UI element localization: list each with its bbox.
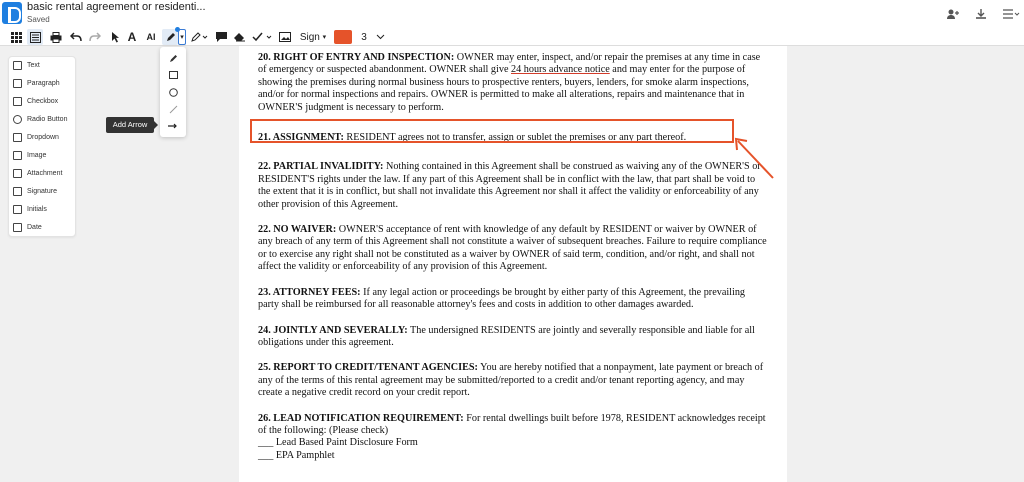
- select-cursor-icon[interactable]: [109, 29, 121, 45]
- dropdown-icon: [13, 133, 22, 142]
- checklist-item: ___ Lead Based Paint Disclosure Form: [258, 437, 418, 449]
- clause-heading: 23. ATTORNEY FEES:: [258, 286, 361, 298]
- field-date[interactable]: [13, 219, 75, 236]
- field-text[interactable]: [13, 57, 75, 74]
- field-radio-button[interactable]: [13, 111, 75, 128]
- initials-icon: [13, 205, 22, 214]
- field-initials[interactable]: [13, 201, 75, 218]
- save-status: Saved: [27, 15, 50, 24]
- field-label: Radio Button: [27, 116, 68, 123]
- form-view-icon[interactable]: [27, 29, 43, 45]
- app-logo[interactable]: [2, 2, 22, 24]
- clause-body: If any legal action or proceedings be brought by either party of this Agreement, the prevailing party shall be reimbursed for all reasonable attorney's fees and costs in addition to other damages awarded.: [258, 286, 746, 311]
- download-icon[interactable]: [974, 8, 988, 20]
- field-attachment[interactable]: [13, 165, 75, 182]
- sign-dropdown[interactable]: [296, 29, 330, 45]
- draw-tool-button[interactable]: [162, 29, 178, 45]
- comment-icon[interactable]: [214, 29, 228, 45]
- field-label: Date: [27, 224, 42, 231]
- clause-body: RESIDENT agrees not to transfer, assign or sublet the premises or any part thereof.: [343, 132, 687, 144]
- paragraph-icon: [13, 79, 22, 88]
- clause-body: and may enter for the purpose of showing the premises during normal business hours to prospective renters, buyers, lenders, for smoke alarm inspections, and/or for normal inspections and repairs. OWNER is permitted to make all alterations, repairs and maintenance that in OWNER'S judgment is necessary to perform.: [258, 64, 749, 113]
- arrow-annotation[interactable]: [733, 136, 777, 182]
- undo-icon[interactable]: [69, 29, 83, 45]
- grid-view-icon[interactable]: [9, 29, 23, 45]
- clause-23: [258, 287, 768, 312]
- rectangle-annotation[interactable]: [250, 119, 734, 143]
- stroke-width-value[interactable]: 3: [361, 31, 367, 43]
- arrow-icon[interactable]: [166, 119, 180, 133]
- clause-heading: 26. LEAD NOTIFICATION REQUIREMENT:: [258, 412, 464, 424]
- field-label: Signature: [27, 188, 57, 195]
- field-label: Paragraph: [27, 80, 60, 87]
- signature-icon: [13, 187, 22, 196]
- text-tool-icon[interactable]: A: [127, 30, 137, 44]
- chevron-down-icon: ▾: [322, 34, 327, 41]
- clause-22-partial-invalidity: [258, 161, 768, 211]
- document-page: [239, 46, 787, 482]
- clause-body: OWNER may enter, inspect, and/or repair the premises at any time in case of emergency or suspected abandonment. OWNER shall give: [258, 52, 761, 76]
- sign-label: Sign: [299, 31, 320, 43]
- underlined-annotation[interactable]: 24 hours advance notice: [511, 64, 610, 76]
- line-icon[interactable]: [166, 102, 180, 116]
- text-size-icon[interactable]: AI: [146, 32, 156, 42]
- clause-heading: 21. ASSIGNMENT:: [258, 132, 344, 144]
- field-checkbox[interactable]: [13, 93, 75, 110]
- clause-heading: 22. PARTIAL INVALIDITY:: [258, 161, 384, 173]
- rectangle-icon[interactable]: [166, 68, 180, 82]
- field-paragraph[interactable]: [13, 75, 75, 92]
- checkmark-tool-icon[interactable]: [252, 29, 274, 45]
- checklist-item: ___ EPA Pamphlet: [258, 449, 335, 461]
- field-image[interactable]: [13, 147, 75, 164]
- checkbox-icon: [13, 97, 22, 106]
- document-title[interactable]: basic rental agreement or residenti...: [27, 1, 206, 13]
- field-label: Text: [27, 62, 40, 69]
- radio-icon: [13, 115, 22, 124]
- print-icon[interactable]: [49, 29, 63, 45]
- field-label: Image: [27, 152, 47, 159]
- clause-body: You are hereby notified that a nonpayment, late payment or breach of any of the terms of this rental agreement may be submitted/reported to a credit and/or tenant reporting agency, and may create a negative credit record on your credit report.: [258, 362, 764, 399]
- clause-heading: 25. REPORT TO CREDIT/TENANT AGENCIES:: [258, 362, 478, 374]
- clause-body: The undersigned RESIDENTS are jointly and severally responsible and liable for all obligations under this agreement.: [258, 324, 755, 348]
- image-icon: [13, 151, 22, 160]
- highlighter-tool-icon[interactable]: [190, 29, 210, 45]
- circle-icon[interactable]: [166, 85, 180, 99]
- editor-toolbar: [0, 28, 1024, 46]
- clause-body: For rental dwellings built before 1978, RESIDENT acknowledges receipt of the following: (Please check): [258, 412, 766, 436]
- clause-heading: 22. NO WAIVER:: [258, 224, 337, 236]
- paperclip-icon: [13, 169, 22, 178]
- menu-icon[interactable]: [1002, 8, 1016, 20]
- add-arrow-tooltip: Add Arrow: [106, 117, 154, 133]
- stroke-width-chevron-icon[interactable]: [374, 29, 386, 45]
- clause-22-no-waiver: [258, 224, 768, 274]
- clause-26: [258, 413, 768, 438]
- field-label: Initials: [27, 206, 47, 213]
- text-field-icon: [13, 61, 22, 70]
- add-user-icon[interactable]: [946, 8, 960, 20]
- clause-24: [258, 325, 768, 350]
- draw-dropdown-caret[interactable]: ▾: [178, 29, 186, 45]
- draw-shape-menu: [160, 47, 186, 137]
- pen-icon[interactable]: [166, 51, 180, 65]
- clause-body: OWNER'S acceptance of rent with knowledge of any default by RESIDENT or waiver by OWNER of any breach of any term of this Agreement shall not constitute a waiver of subsequent breaches. Failure to require compliance or to exercise any right shall not be constituted as a waiver by OWNER of said term, condition, and/or right, and shall not affect the validity or enforceability of any provision of this Agreement.: [258, 224, 767, 273]
- field-label: Attachment: [27, 170, 63, 177]
- clause-body: Nothing contained in this Agreement shall be construed as waiving any of the OWNER'S or RESIDENT'S rights under the law. If any part of this Agreement shall be in conflict with the law, that part shall be void to the extent that it is in conflict, but shall not invalidate this Agreement nor shall it affect the validity or enforceability of any other provision of this Agreement.: [258, 161, 761, 210]
- field-dropdown[interactable]: [13, 129, 75, 146]
- fields-panel: [8, 56, 76, 237]
- field-label: Dropdown: [27, 134, 59, 141]
- clause-25: [258, 362, 768, 399]
- app-header: [0, 0, 1024, 28]
- eraser-icon[interactable]: [232, 29, 246, 45]
- calendar-icon: [13, 223, 22, 232]
- field-signature[interactable]: [13, 183, 75, 200]
- clause-heading: 24. JOINTLY AND SEVERALLY:: [258, 324, 408, 336]
- clause-heading: 20. RIGHT OF ENTRY AND INSPECTION:: [258, 52, 455, 63]
- field-label: Checkbox: [27, 98, 59, 105]
- clause-20: [258, 52, 768, 114]
- redo-icon[interactable]: [88, 29, 102, 45]
- image-tool-icon[interactable]: [278, 29, 292, 45]
- color-picker-swatch[interactable]: [334, 30, 352, 44]
- document-text: [258, 52, 768, 462]
